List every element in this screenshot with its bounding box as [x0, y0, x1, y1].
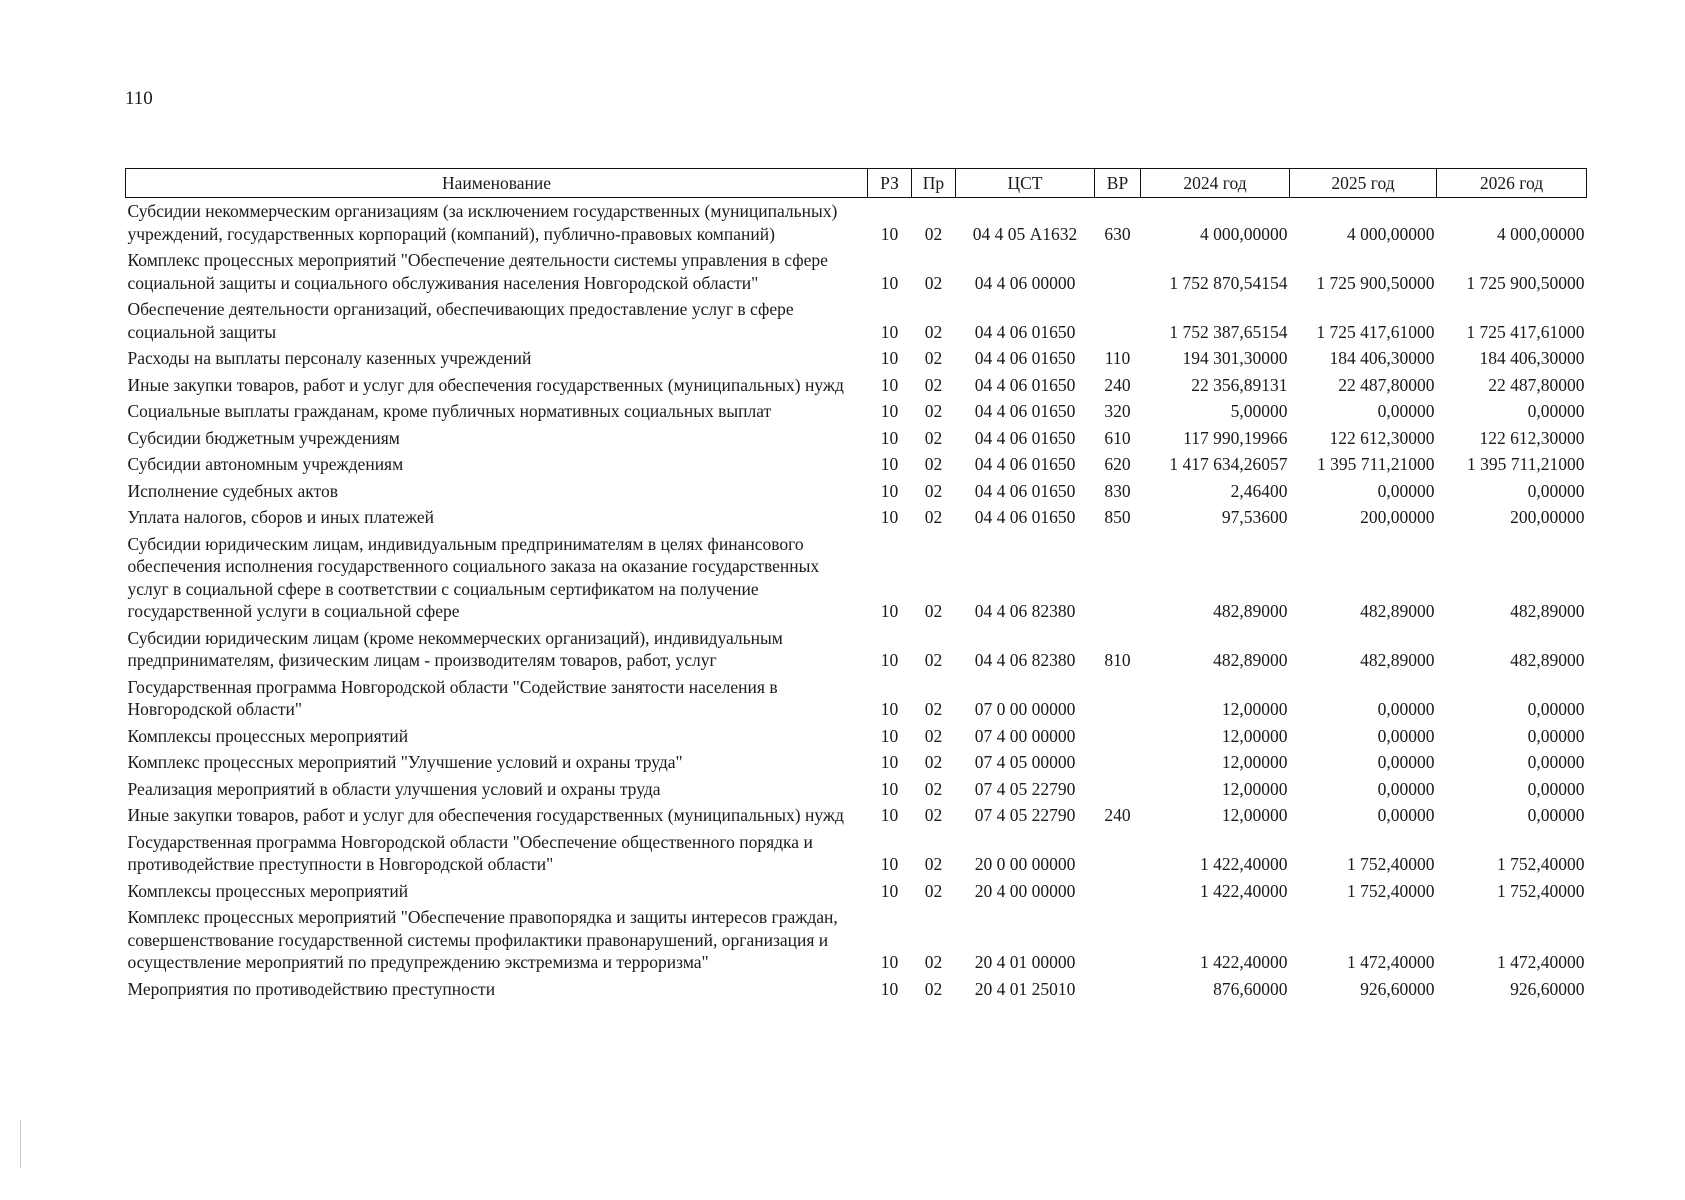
- cell-y2026: 1 752,40000: [1497, 880, 1585, 901]
- cell-name: Комплекс процессных мероприятий "Обеспечение правопорядка и защиты интересов граждан, совершенствование государственной системы профилактики правонарушений, организация и осуществление мероприятий по предупреждению экстремизма и терроризма": [127, 907, 838, 972]
- cell-name: Реализация мероприятий в области улучшения условий и охраны труда: [127, 778, 661, 799]
- cell-y2025: 1 725 417,61000: [1316, 321, 1435, 342]
- cell-y2026: 0,00000: [1527, 778, 1585, 799]
- cell-vr: 850: [1104, 507, 1131, 527]
- cell-pr: 02: [924, 880, 943, 901]
- cell-name: Уплата налогов, сборов и иных платежей: [127, 507, 434, 527]
- cell-rz: 10: [880, 348, 899, 368]
- cell-y2026: 0,00000: [1527, 401, 1585, 421]
- cell-pr: 02: [924, 401, 943, 421]
- cell-y2026: 184 406,30000: [1479, 348, 1585, 368]
- cell-y2026: 1 395 711,21000: [1467, 454, 1585, 474]
- header-vr: ВР: [1095, 169, 1141, 198]
- cell-y2025: 1 725 900,50000: [1316, 272, 1435, 293]
- cell-cst: 04 4 06 01650: [974, 507, 1076, 527]
- cell-y2024: 117 990,19966: [1183, 427, 1288, 448]
- cell-vr: [1095, 674, 1141, 723]
- table-row: [126, 425, 1587, 452]
- cell-vr: [1095, 749, 1141, 776]
- table-row: [126, 904, 1587, 976]
- table-row: [126, 776, 1587, 803]
- cell-name: Иные закупки товаров, работ и услуг для обеспечения государственных (муниципальных) нужд: [127, 374, 844, 395]
- cell-pr: 02: [924, 952, 943, 972]
- cell-y2025: 184 406,30000: [1329, 348, 1435, 368]
- cell-pr: 02: [924, 650, 943, 670]
- table-row: [126, 878, 1587, 905]
- cell-y2025: 1 472,40000: [1347, 952, 1435, 972]
- cell-cst: 07 4 05 22790: [974, 778, 1076, 799]
- cell-y2024: 482,89000: [1213, 650, 1288, 670]
- cell-y2024: 12,00000: [1221, 805, 1288, 825]
- cell-rz: 10: [880, 321, 899, 342]
- cell-y2025: 0,00000: [1377, 778, 1435, 799]
- cell-vr: [1095, 976, 1141, 1003]
- cell-pr: 02: [924, 752, 943, 772]
- cell-y2025: 0,00000: [1377, 401, 1435, 421]
- cell-name: Государственная программа Новгородской области "Обеспечение общественного порядка и противодействие преступности в Новгородской области": [127, 831, 813, 874]
- cell-vr: [1095, 776, 1141, 803]
- cell-y2026: 926,60000: [1510, 978, 1585, 999]
- cell-vr: 810: [1104, 650, 1131, 670]
- table-row: [126, 345, 1587, 372]
- cell-y2024: 97,53600: [1221, 507, 1288, 527]
- cell-cst: 04 4 05 А1632: [972, 223, 1078, 244]
- table-header: [126, 169, 1587, 198]
- cell-rz: 10: [880, 952, 899, 972]
- cell-vr: [1095, 829, 1141, 878]
- page-number: 110: [125, 88, 153, 109]
- cell-y2024: 1 417 634,26057: [1169, 454, 1288, 474]
- cell-vr: 240: [1104, 374, 1131, 395]
- cell-y2024: 876,60000: [1213, 978, 1288, 999]
- cell-y2024: 12,00000: [1221, 778, 1288, 799]
- cell-y2026: 1 472,40000: [1497, 952, 1585, 972]
- cell-name: Субсидии некоммерческим организациям (за исключением государственных (муниципальных) учреждений, государственных корпораций (компаний), публично-правовых компаний): [127, 201, 838, 244]
- header-2025: 2025 год: [1290, 169, 1437, 198]
- cell-y2024: 482,89000: [1213, 601, 1288, 621]
- cell-pr: 02: [924, 601, 943, 621]
- table-row: [126, 531, 1587, 625]
- cell-cst: 07 4 05 00000: [974, 752, 1076, 772]
- cell-y2026: 0,00000: [1527, 480, 1585, 501]
- cell-cst: 20 0 00 00000: [974, 854, 1076, 874]
- cell-pr: 02: [924, 507, 943, 527]
- table-body: [126, 198, 1587, 1003]
- cell-pr: 02: [924, 374, 943, 395]
- cell-cst: 20 4 01 25010: [974, 978, 1076, 999]
- cell-cst: 07 4 00 00000: [974, 725, 1076, 746]
- header-row: [126, 169, 1587, 198]
- table-row: [126, 247, 1587, 296]
- table-row: [126, 723, 1587, 750]
- cell-pr: 02: [924, 223, 943, 244]
- cell-y2024: 1 752 387,65154: [1169, 321, 1288, 342]
- header-rz: РЗ: [868, 169, 912, 198]
- cell-name: Расходы на выплаты персоналу казенных учреждений: [127, 348, 532, 368]
- table-row: [126, 296, 1587, 345]
- cell-pr: 02: [924, 348, 943, 368]
- cell-vr: [1095, 878, 1141, 905]
- cell-pr: 02: [924, 805, 943, 825]
- table-row: [126, 976, 1587, 1003]
- header-2026: 2026 год: [1437, 169, 1587, 198]
- cell-y2025: 926,60000: [1360, 978, 1435, 999]
- table-row: [126, 451, 1587, 478]
- cell-rz: 10: [880, 805, 899, 825]
- header-cst: ЦСТ: [956, 169, 1095, 198]
- cell-pr: 02: [924, 978, 943, 999]
- cell-rz: 10: [880, 699, 899, 719]
- table-row: [126, 504, 1587, 531]
- cell-vr: [1095, 247, 1141, 296]
- cell-name: Субсидии юридическим лицам (кроме некоммерческих организаций), индивидуальным предпринимателям, физическим лицам - производителям товаров, работ, услуг: [127, 627, 783, 670]
- cell-name: Исполнение судебных актов: [127, 480, 339, 501]
- cell-rz: 10: [880, 374, 899, 395]
- cell-cst: 20 4 00 00000: [974, 880, 1076, 901]
- cell-rz: 10: [880, 223, 899, 244]
- cell-y2025: 1 752,40000: [1347, 854, 1435, 874]
- cell-y2025: 482,89000: [1360, 650, 1435, 670]
- cell-cst: 07 4 05 22790: [974, 805, 1076, 825]
- cell-vr: 830: [1104, 480, 1131, 501]
- budget-table: [125, 168, 1587, 1002]
- cell-name: Государственная программа Новгородской области "Содействие занятости населения в Новгородской области": [127, 676, 778, 719]
- cell-y2024: 22 356,89131: [1191, 374, 1288, 395]
- cell-pr: 02: [924, 778, 943, 799]
- cell-cst: 04 4 06 01650: [974, 374, 1076, 395]
- table-row: [126, 478, 1587, 505]
- cell-vr: [1095, 904, 1141, 976]
- cell-pr: 02: [924, 699, 943, 719]
- cell-y2025: 0,00000: [1377, 699, 1435, 719]
- cell-cst: 04 4 06 01650: [974, 321, 1076, 342]
- cell-y2024: 12,00000: [1221, 752, 1288, 772]
- cell-cst: 04 4 06 00000: [974, 272, 1076, 293]
- cell-cst: 04 4 06 82380: [974, 601, 1076, 621]
- cell-rz: 10: [880, 601, 899, 621]
- cell-y2024: 1 422,40000: [1200, 880, 1288, 901]
- cell-rz: 10: [880, 480, 899, 501]
- cell-vr: [1095, 723, 1141, 750]
- cell-name: Комплекс процессных мероприятий "Обеспечение деятельности системы управления в сфере социальной защиты и социального обслуживания населения Новгородской области": [127, 250, 828, 293]
- cell-y2024: 5,00000: [1230, 401, 1288, 421]
- cell-y2024: 12,00000: [1221, 725, 1288, 746]
- header-2024: 2024 год: [1141, 169, 1290, 198]
- cell-y2025: 1 395 711,21000: [1317, 454, 1435, 474]
- cell-cst: 04 4 06 01650: [974, 401, 1076, 421]
- cell-y2024: 12,00000: [1221, 699, 1288, 719]
- cell-y2024: 1 422,40000: [1200, 952, 1288, 972]
- cell-y2025: 200,00000: [1360, 507, 1435, 527]
- header-pr: Пр: [912, 169, 956, 198]
- cell-rz: 10: [880, 854, 899, 874]
- cell-pr: 02: [924, 480, 943, 501]
- cell-cst: 07 0 00 00000: [974, 699, 1076, 719]
- table-row: [126, 625, 1587, 674]
- cell-y2026: 122 612,30000: [1479, 427, 1585, 448]
- cell-name: Комплексы процессных мероприятий: [127, 725, 409, 746]
- cell-cst: 04 4 06 01650: [974, 480, 1076, 501]
- cell-name: Мероприятия по противодействию преступности: [127, 978, 496, 999]
- cell-rz: 10: [880, 401, 899, 421]
- cell-vr: [1095, 296, 1141, 345]
- table-row: [126, 829, 1587, 878]
- cell-name: Иные закупки товаров, работ и услуг для обеспечения государственных (муниципальных) нужд: [127, 805, 844, 825]
- cell-y2025: 0,00000: [1377, 725, 1435, 746]
- cell-vr: 610: [1104, 427, 1131, 448]
- cell-y2024: 1 752 870,54154: [1169, 272, 1288, 293]
- cell-cst: 04 4 06 01650: [974, 427, 1076, 448]
- cell-y2024: 2,46400: [1230, 480, 1288, 501]
- cell-y2025: 0,00000: [1377, 805, 1435, 825]
- table-row: [126, 198, 1587, 248]
- cell-y2025: 482,89000: [1360, 601, 1435, 621]
- budget-table-container: [125, 168, 1586, 1002]
- cell-y2026: 482,89000: [1510, 601, 1585, 621]
- cell-y2026: 4 000,00000: [1497, 223, 1585, 244]
- cell-y2026: 1 725 417,61000: [1466, 321, 1585, 342]
- cell-cst: 04 4 06 01650: [974, 348, 1076, 368]
- cell-pr: 02: [924, 725, 943, 746]
- cell-y2025: 122 612,30000: [1329, 427, 1435, 448]
- cell-rz: 10: [880, 650, 899, 670]
- cell-y2026: 1 725 900,50000: [1466, 272, 1585, 293]
- cell-y2025: 1 752,40000: [1347, 880, 1435, 901]
- cell-cst: 20 4 01 00000: [974, 952, 1076, 972]
- table-row: [126, 802, 1587, 829]
- cell-vr: 630: [1104, 223, 1131, 244]
- cell-name: Обеспечение деятельности организаций, обеспечивающих предоставление услуг в сфере социальной защиты: [127, 299, 794, 342]
- scan-edge-mark: [20, 1120, 21, 1168]
- table-row: [126, 674, 1587, 723]
- cell-pr: 02: [924, 427, 943, 448]
- cell-vr: 240: [1104, 805, 1131, 825]
- cell-vr: [1095, 531, 1141, 625]
- cell-pr: 02: [924, 454, 943, 474]
- cell-cst: 04 4 06 01650: [974, 454, 1076, 474]
- cell-vr: 620: [1104, 454, 1131, 474]
- cell-y2024: 194 301,30000: [1182, 348, 1288, 368]
- cell-name: Субсидии бюджетным учреждениям: [127, 427, 400, 448]
- cell-y2026: 0,00000: [1527, 699, 1585, 719]
- cell-y2025: 4 000,00000: [1347, 223, 1435, 244]
- cell-name: Комплексы процессных мероприятий: [127, 880, 409, 901]
- cell-rz: 10: [880, 427, 899, 448]
- cell-y2025: 0,00000: [1377, 752, 1435, 772]
- cell-rz: 10: [880, 272, 899, 293]
- cell-rz: 10: [880, 507, 899, 527]
- cell-y2026: 0,00000: [1527, 752, 1585, 772]
- cell-rz: 10: [880, 880, 899, 901]
- cell-name: Субсидии юридическим лицам, индивидуальным предпринимателям в целях финансового обеспечения исполнения государственного социального заказа на оказание государственных услуг в социальной сфере в соответствии с социальным сертификатом на получение государственной услуги в социальной сфере: [127, 533, 820, 621]
- cell-vr: 320: [1104, 401, 1131, 421]
- cell-rz: 10: [880, 778, 899, 799]
- cell-cst: 04 4 06 82380: [974, 650, 1076, 670]
- cell-y2026: 200,00000: [1510, 507, 1585, 527]
- cell-rz: 10: [880, 725, 899, 746]
- cell-y2026: 0,00000: [1527, 805, 1585, 825]
- table-row: [126, 398, 1587, 425]
- cell-y2025: 22 487,80000: [1338, 374, 1435, 395]
- cell-rz: 10: [880, 454, 899, 474]
- cell-pr: 02: [924, 854, 943, 874]
- cell-y2024: 1 422,40000: [1200, 854, 1288, 874]
- cell-vr: 110: [1104, 348, 1131, 368]
- cell-rz: 10: [880, 752, 899, 772]
- cell-rz: 10: [880, 978, 899, 999]
- cell-pr: 02: [924, 272, 943, 293]
- table-row: [126, 749, 1587, 776]
- cell-y2026: 22 487,80000: [1488, 374, 1585, 395]
- cell-name: Социальные выплаты гражданам, кроме публичных нормативных социальных выплат: [127, 401, 772, 421]
- cell-y2026: 0,00000: [1527, 725, 1585, 746]
- cell-y2026: 482,89000: [1510, 650, 1585, 670]
- cell-y2025: 0,00000: [1377, 480, 1435, 501]
- table-row: [126, 372, 1587, 399]
- cell-name: Субсидии автономным учреждениям: [127, 454, 404, 474]
- cell-y2026: 1 752,40000: [1497, 854, 1585, 874]
- cell-name: Комплекс процессных мероприятий "Улучшение условий и охраны труда": [127, 752, 683, 772]
- cell-y2024: 4 000,00000: [1200, 223, 1288, 244]
- cell-pr: 02: [924, 321, 943, 342]
- header-name: Наименование: [126, 169, 868, 198]
